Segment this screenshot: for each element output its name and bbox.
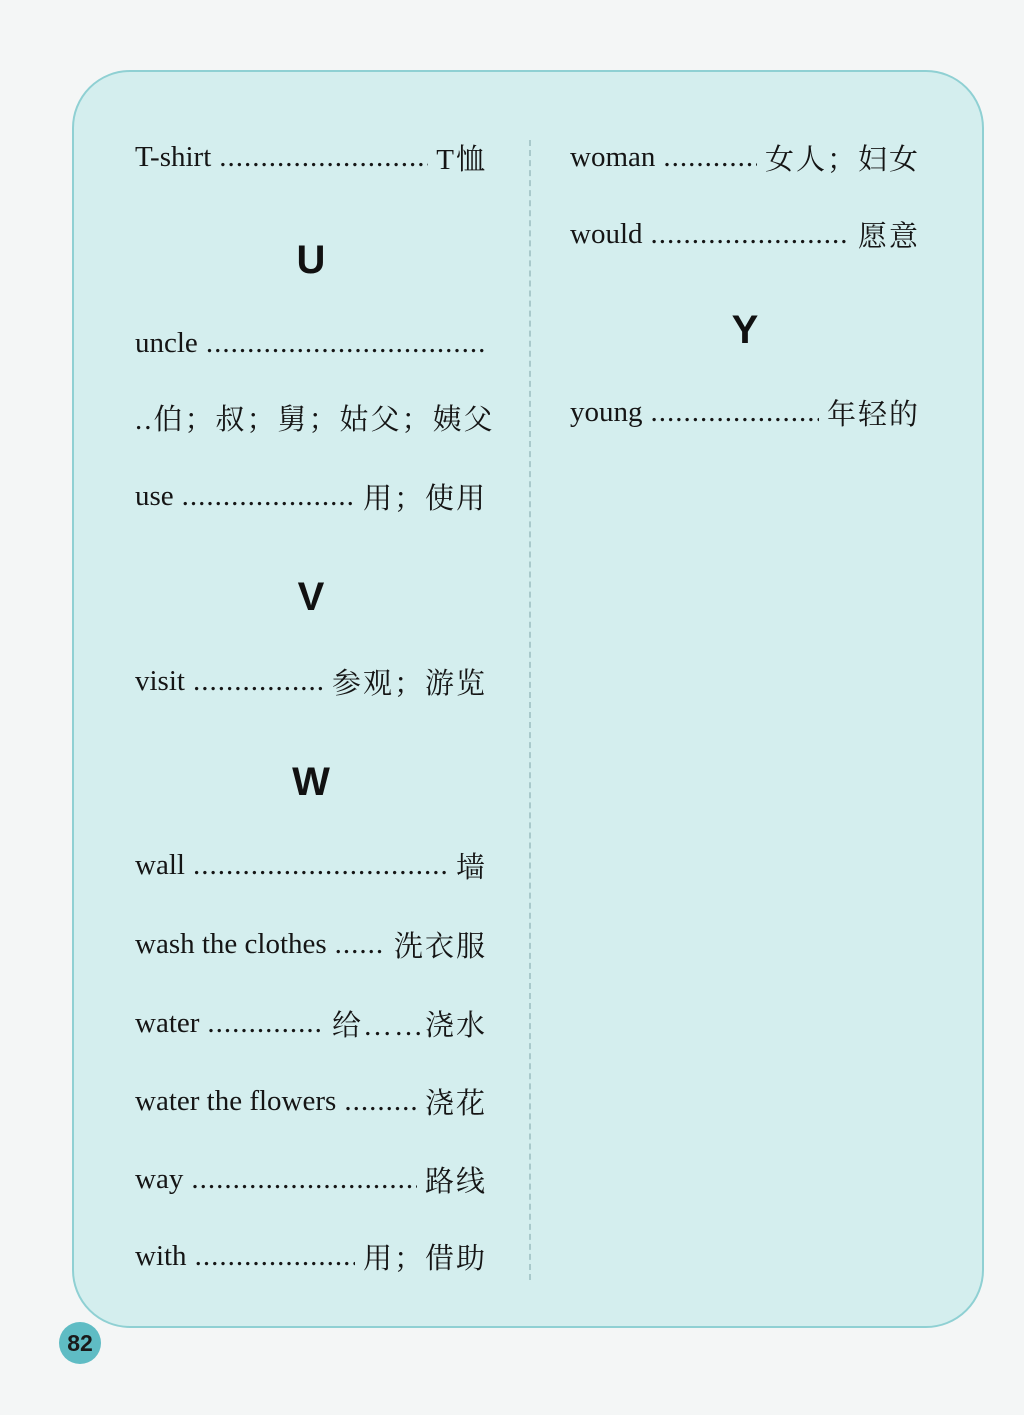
entry-meaning: 愿意	[857, 220, 920, 253]
leader-dots	[651, 396, 819, 429]
leader-dots	[663, 141, 757, 174]
entry-meaning: ..伯；叔；舅；姑父；姨父	[135, 403, 495, 436]
entry-meaning: 参观；游览	[331, 667, 487, 700]
page-number: 82	[59, 1322, 101, 1364]
entry-meaning: 年轻的	[826, 398, 920, 431]
leader-dots	[195, 1240, 355, 1273]
entry-water	[135, 1003, 487, 1043]
leader-dots	[191, 1163, 417, 1196]
section-letter-y: Y	[731, 308, 759, 352]
leader-dots	[206, 327, 487, 360]
leader-dots	[651, 218, 850, 251]
entry-wall	[135, 845, 487, 885]
entry-word: would	[570, 217, 643, 250]
section-letter-w: W	[292, 760, 330, 804]
entry-word: water	[135, 1006, 200, 1039]
leader-dots	[193, 849, 448, 882]
entry-wash-the-clothes	[135, 924, 487, 964]
leader-dots	[335, 928, 386, 961]
entry-meaning: 墙	[455, 851, 487, 884]
entry-word: water the flowers	[135, 1084, 337, 1117]
entry-young	[570, 392, 920, 432]
entry-word: T-shirt	[135, 140, 212, 173]
column-divider	[529, 140, 531, 1280]
entry-meaning: 洗衣服	[393, 930, 487, 963]
entry-uncle-meaning	[135, 397, 495, 437]
section-letter-u: U	[296, 238, 326, 282]
entry-use	[135, 476, 487, 516]
leader-dots	[219, 141, 428, 174]
entry-visit	[135, 661, 487, 701]
entry-word: wash the clothes	[135, 927, 327, 960]
entry-t-shirt	[135, 137, 487, 177]
entry-meaning: 给……浇水	[331, 1009, 487, 1042]
entry-word: young	[570, 395, 643, 428]
entry-meaning: 浇花	[424, 1087, 487, 1120]
entry-way	[135, 1159, 487, 1199]
entry-water-the-flowers	[135, 1081, 487, 1121]
entry-with	[135, 1236, 487, 1276]
entry-meaning: 用；使用	[362, 482, 487, 515]
leader-dots	[344, 1085, 417, 1118]
entry-word: use	[135, 479, 174, 512]
entry-word: way	[135, 1162, 184, 1195]
entry-word: uncle	[135, 326, 198, 359]
leader-dots	[182, 480, 355, 513]
section-letter-v: V	[297, 575, 325, 619]
leader-dots	[207, 1007, 324, 1040]
entry-meaning: 用；借助	[362, 1242, 487, 1275]
entry-woman	[570, 137, 920, 177]
entry-meaning: T恤	[436, 143, 487, 176]
entry-word: with	[135, 1239, 187, 1272]
leader-dots	[193, 665, 324, 698]
entry-uncle	[135, 323, 487, 363]
entry-word: wall	[135, 848, 185, 881]
entry-meaning: 路线	[424, 1165, 487, 1198]
entry-word: woman	[570, 140, 656, 173]
entry-meaning: 女人；妇女	[764, 143, 920, 176]
entry-would	[570, 214, 920, 254]
entry-word: visit	[135, 664, 185, 697]
